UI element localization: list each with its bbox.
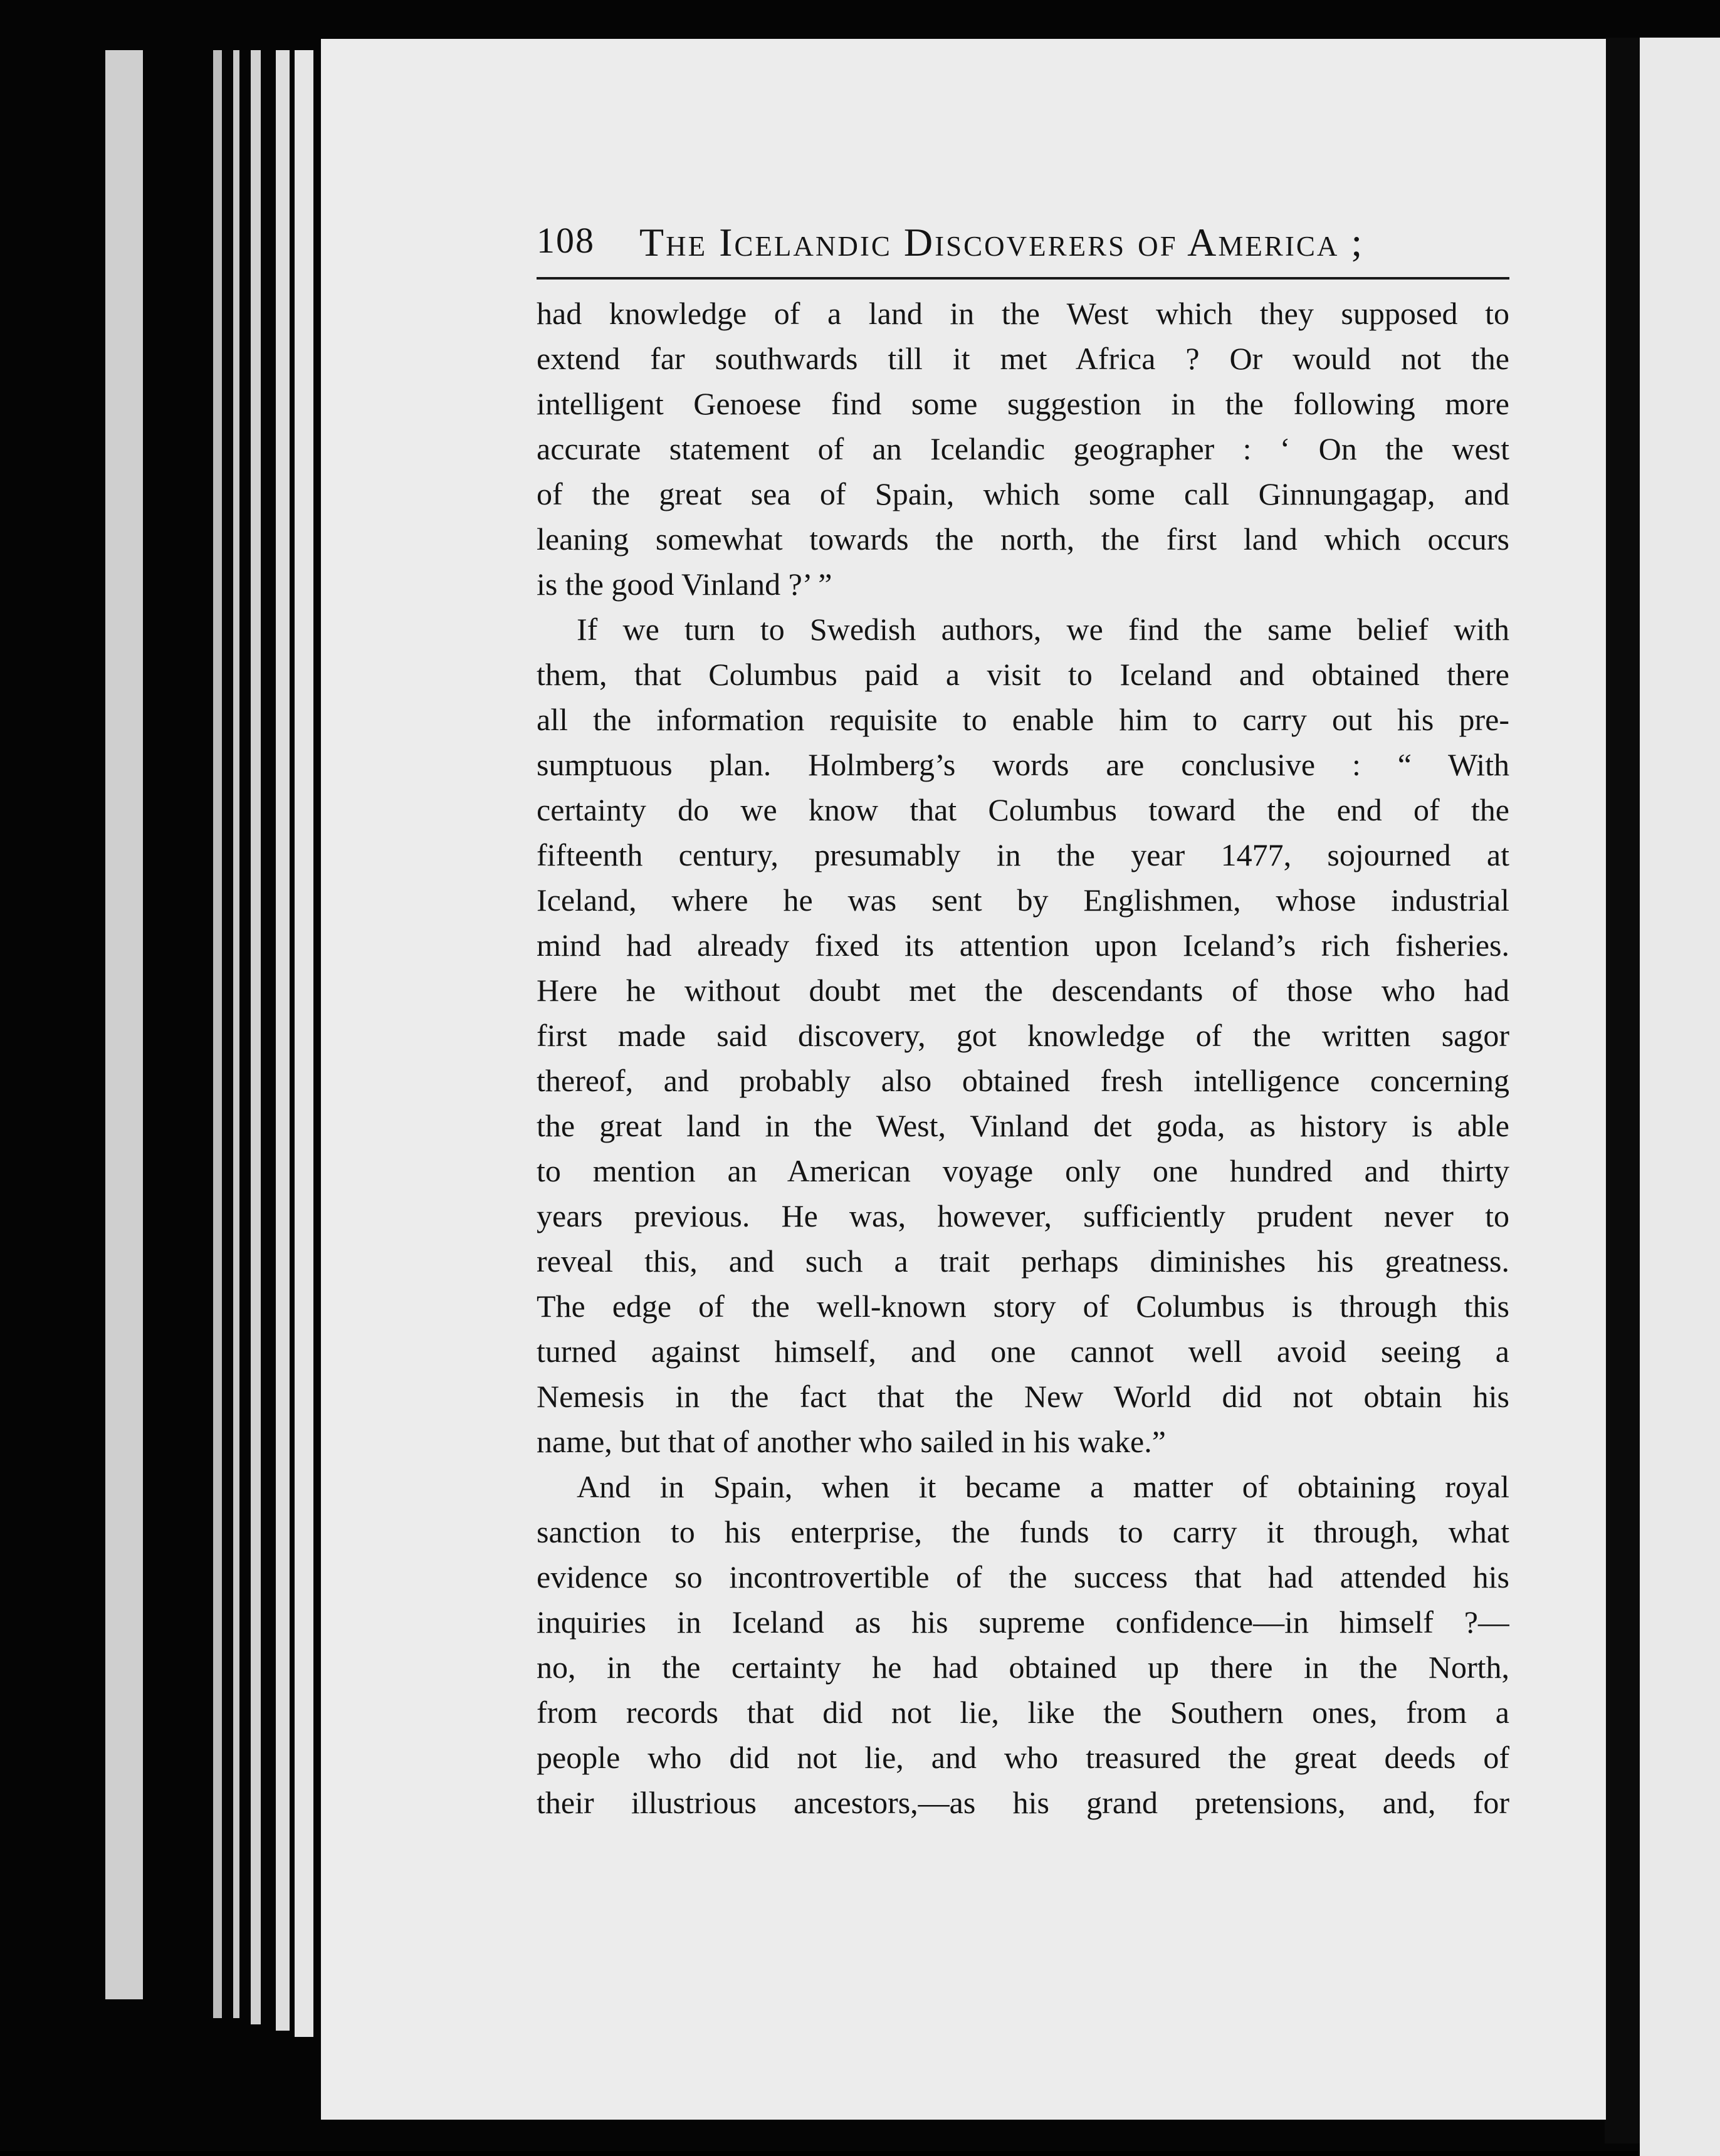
text-line: evidence so incontrovertible of the success that had attended his [537,1559,1509,1594]
text-line: first made said discovery, got knowledge of the written sagor [537,1018,1509,1053]
text-line: fifteenth century, presumably in the year 1477, sojourned at [537,837,1509,872]
text-line: certainty do we know that Columbus toward the end of the [537,792,1509,827]
paragraph-first-line: And in Spain, when it became a matter of obtaining royal [577,1469,1509,1504]
text-line: is the good Vinland ?’ ” [537,567,832,602]
text-line: years previous. He was, however, sufficiently prudent never to [537,1198,1509,1233]
text-line: Iceland, where he was sent by Englishmen, whose industrial [537,882,1509,918]
text-line: Here he without doubt met the descendants of those who had [537,973,1509,1008]
page-number: 108 [537,220,595,261]
page-edge [251,50,261,2024]
text-line: the great land in the West, Vinland det goda, as history is able [537,1108,1509,1143]
paragraph-first-line: If we turn to Swedish authors, we find the same belief with [577,612,1509,647]
page-edge [276,50,290,2031]
text-line: accurate statement of an Icelandic geographer : ‘ On the west [537,431,1509,466]
header-rule [537,277,1509,280]
text-line: thereof, and probably also obtained fresh intelligence concerning [537,1063,1509,1098]
running-title: The Icelandic Discoverers of America ; [639,220,1365,264]
text-line: them, that Columbus paid a visit to Iceland and obtained there [537,657,1509,692]
page-edge [295,50,313,2037]
text-line: from records that did not lie, like the Southern ones, from a [537,1695,1509,1730]
text-line: sanction to his enterprise, the funds to carry it through, what [537,1514,1509,1549]
text-line: mind had already fixed its attention upon Iceland’s rich fisheries. [537,928,1509,963]
page-edge [105,50,143,1999]
text-line: extend far southwards till it met Africa ? Or would not the [537,341,1509,376]
text-line: to mention an American voyage only one hundred and thirty [537,1153,1509,1188]
text-line: sumptuous plan. Holmberg’s words are conclusive : “ With [537,747,1509,782]
body-text [537,291,1509,1825]
text-line: intelligent Genoese find some suggestion in the following more [537,386,1509,421]
text-line: had knowledge of a land in the West which they supposed to [537,296,1509,331]
text-line: their illustrious ancestors,—as his grand pretensions, and, for [537,1785,1509,1820]
text-line: all the information requisite to enable him to carry out his pre- [537,702,1509,737]
book-page [321,39,1606,2120]
running-head [537,207,1720,276]
facing-page-edge [1640,38,1720,2156]
text-line: Nemesis in the fact that the New World did not obtain his [537,1379,1509,1414]
text-line: reveal this, and such a trait perhaps diminishes his greatness. [537,1243,1509,1279]
page-edge [233,50,239,2018]
text-line: name, but that of another who sailed in his wake.” [537,1424,1166,1459]
text-line: leaning somewhat towards the north, the first land which occurs [537,521,1509,557]
text-line: of the great sea of Spain, which some call Ginnungagap, and [537,476,1509,511]
text-line: The edge of the well-known story of Columbus is through this [537,1289,1509,1324]
book-gutter [1605,38,1640,2143]
text-line: inquiries in Iceland as his supreme confidence—in himself ?— [537,1604,1509,1640]
text-line: no, in the certainty he had obtained up there in the North, [537,1650,1509,1685]
text-line: turned against himself, and one cannot well avoid seeing a [537,1334,1509,1369]
text-line: people who did not lie, and who treasured the great deeds of [537,1740,1509,1775]
page-edge [213,50,222,2018]
